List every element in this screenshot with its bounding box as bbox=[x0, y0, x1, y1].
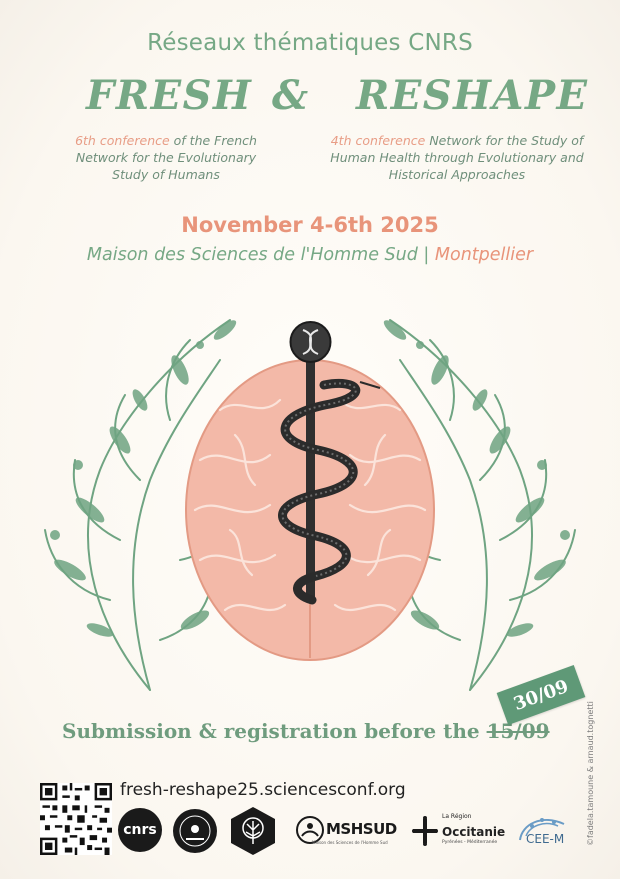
event-dates: November 4-6th 2025 bbox=[181, 213, 439, 237]
conference-website-link[interactable]: fresh-reshape25.sciencesconf.org bbox=[120, 780, 406, 800]
cnrs-logo: cnrs bbox=[118, 808, 162, 852]
region-subtitle: Pyrénées - Méditerranée bbox=[442, 840, 498, 845]
illustration-credit: ©fadela.tamoune & arnaud.tognetti bbox=[586, 701, 595, 846]
network-seal-logo bbox=[172, 808, 218, 854]
deadline-banner bbox=[62, 719, 550, 743]
reshape-edition: 4th conference bbox=[330, 133, 426, 148]
conference-name-reshape: RESHAPE bbox=[356, 72, 589, 119]
venue-separator: | bbox=[417, 245, 435, 265]
ceem-logo: CEE-M bbox=[526, 832, 565, 846]
mshsud-logo: MSHSUD bbox=[326, 820, 397, 838]
network-title: Réseaux thématiques CNRS bbox=[147, 30, 473, 56]
qr-code-icon[interactable] bbox=[40, 783, 112, 855]
event-venue bbox=[0, 245, 620, 265]
region-occitanie-logo: Occitanie bbox=[442, 825, 506, 839]
venue-name: Maison des Sciences de l'Homme Sud bbox=[86, 245, 418, 265]
mshsud-subtitle: Maison des Sciences de l'Homme Sud bbox=[312, 840, 388, 845]
fresh-edition: 6th conference bbox=[75, 133, 170, 148]
fresh-description-text: of the French Network for the Evolutionary Study of Humans bbox=[75, 133, 257, 182]
deadline-text: Submission & registration before the bbox=[62, 719, 487, 743]
deadline-old-date: 15/09 bbox=[486, 719, 550, 743]
tree-hexagon-logo bbox=[228, 806, 278, 856]
conference-name-fresh: FRESH bbox=[86, 72, 253, 119]
fresh-description bbox=[56, 132, 276, 183]
reshape-description-text: Network for the Study of Human Health through Evolutionary and Historical Approaches bbox=[330, 133, 584, 182]
conference-ampersand: & bbox=[272, 72, 310, 119]
new-deadline-badge: 30/09 bbox=[497, 665, 586, 725]
venue-city: Montpellier bbox=[434, 245, 534, 265]
region-label: La Région bbox=[442, 813, 472, 820]
brain-caduceus-illustration bbox=[30, 300, 590, 700]
occitanie-cross-icon bbox=[412, 816, 438, 846]
reshape-description bbox=[330, 132, 584, 183]
